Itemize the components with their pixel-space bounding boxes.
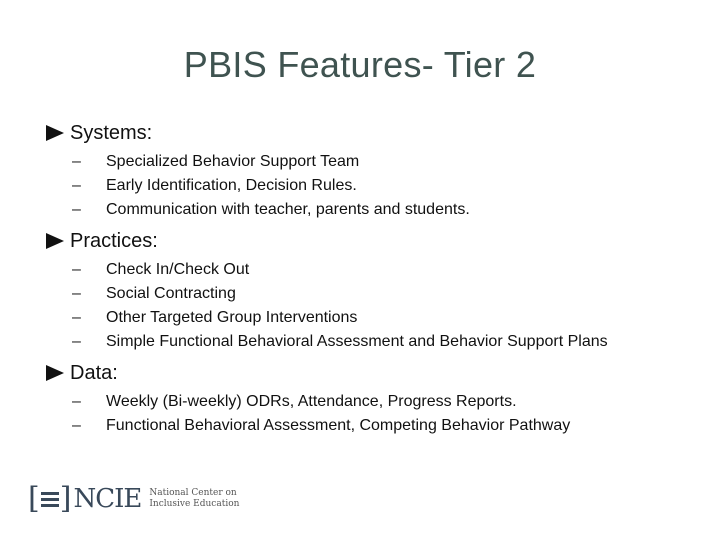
list-item-text: Weekly (Bi-weekly) ODRs, Attendance, Progress Reports.	[106, 393, 517, 410]
dash-bullet: –	[72, 417, 81, 434]
flag-icon	[41, 490, 59, 508]
logo-name: NCIE	[73, 484, 142, 514]
slide-title: PBIS Features- Tier 2	[183, 44, 537, 85]
dash-bullet: –	[72, 177, 81, 194]
list-item-text: Check In/Check Out	[106, 261, 250, 278]
dash-bullet: –	[72, 333, 81, 350]
list-item	[72, 306, 696, 330]
list-item	[72, 174, 696, 198]
list-item-text: Communication with teacher, parents and students.	[106, 201, 470, 218]
bullet-list	[72, 258, 696, 354]
logo-subtitle-line: National Center on	[149, 488, 237, 498]
list-item-text: Early Identification, Decision Rules.	[106, 177, 357, 194]
list-item	[72, 414, 696, 438]
list-item-text: Simple Functional Behavioral Assessment and Behavior Support Plans	[106, 333, 608, 350]
list-item	[72, 258, 696, 282]
list-item	[72, 150, 696, 174]
ncie-logo	[28, 482, 239, 516]
dash-bullet: –	[72, 201, 81, 218]
section-heading	[46, 360, 696, 386]
dash-bullet: –	[72, 393, 81, 410]
list-item	[72, 330, 696, 354]
list-item-text: Other Targeted Group Interventions	[106, 309, 358, 326]
section-heading	[46, 120, 696, 146]
section-practices	[46, 228, 696, 354]
logo-bracket-right: ]	[59, 481, 72, 516]
section-heading-label: Systems:	[70, 122, 153, 144]
section-heading-label: Practices:	[70, 230, 158, 252]
section-data	[46, 360, 696, 438]
logo-bracket-left: [	[28, 481, 40, 516]
logo-subtitle	[149, 488, 239, 510]
bullet-list	[72, 390, 696, 438]
arrow-bullet-icon	[46, 365, 64, 381]
list-item	[72, 198, 696, 222]
dash-bullet: –	[72, 261, 81, 278]
list-item-text: Functional Behavioral Assessment, Competing Behavior Pathway	[106, 417, 571, 434]
list-item	[72, 282, 696, 306]
dash-bullet: –	[72, 309, 81, 326]
section-systems	[46, 120, 696, 222]
bullet-list	[72, 150, 696, 222]
list-item-text: Specialized Behavior Support Team	[106, 153, 360, 170]
section-heading-label: Data:	[70, 362, 118, 384]
logo-subtitle-line: Inclusive Education	[149, 499, 240, 509]
arrow-bullet-icon	[46, 233, 64, 249]
list-item-text: Social Contracting	[106, 285, 236, 302]
arrow-bullet-icon	[46, 125, 64, 141]
section-heading	[46, 228, 696, 254]
dash-bullet: –	[72, 285, 81, 302]
dash-bullet: –	[72, 153, 81, 170]
list-item	[72, 390, 696, 414]
slide-content	[46, 120, 696, 444]
